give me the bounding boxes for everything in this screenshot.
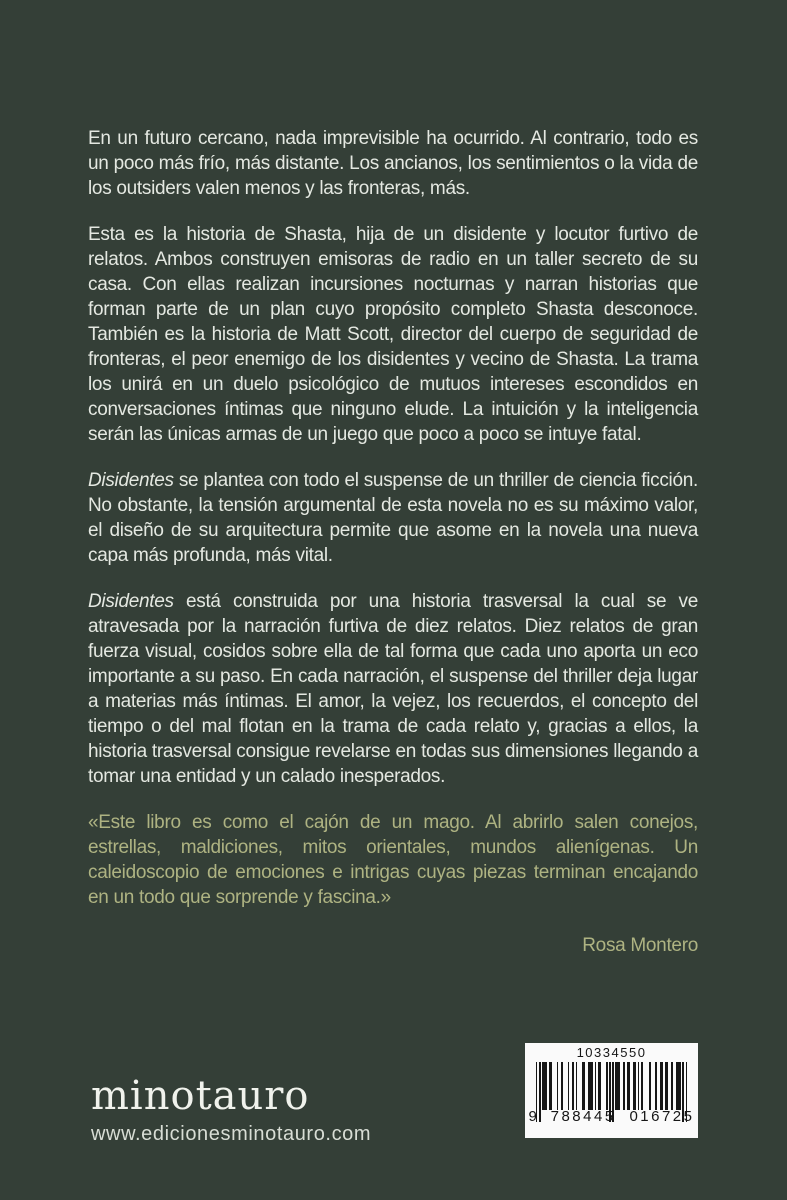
- synopsis-paragraph-3: [88, 468, 698, 568]
- isbn-group-right: 016725: [629, 1108, 695, 1125]
- review-quote: «Este libro es como el cajón de un mago. Al abrirlo salen conejos, estrellas, maldiciones, mitos orientales, mundos alienígenas. Un caleidoscopio de emociones e intrigas cuyas piezas terminan encajando en un todo que sorprende y fascina.»: [88, 812, 698, 908]
- synopsis-paragraph-1: En un futuro cercano, nada imprevisible ha ocurrido. Al contrario, todo es un poco más frío, más distante. Los ancianos, los sentimientos o la vida de los outsiders valen menos y las fronteras, más.: [88, 128, 698, 199]
- barcode-isbn-digits: [527, 1108, 697, 1126]
- barcode-top-number: 10334550: [576, 1045, 647, 1060]
- publisher-block: [91, 1073, 372, 1146]
- paragraph-3-text: se plantea con todo el suspense de un thriller de ciencia ficción. No obstante, la tensión argumental de esta novela no es su máximo valor, el diseño de su arquitectura permite que asome en la novela una nueva capa más profunda, más vital.: [88, 470, 698, 566]
- isbn-check-digit: 9: [528, 1108, 537, 1125]
- book-title-italic: Disidentes: [88, 591, 174, 612]
- synopsis-paragraph-2: Esta es la historia de Shasta, hija de un disidente y locutor furtivo de relatos. Ambos construyen emisoras de radio en un taller secreto de su casa. Con ellas realizan incursiones nocturnas y narran historias que forman parte de un plan cuyo propósito completo Shasta desconoce. También es la historia de Matt Scott, director del cuerpo de seguridad de fronteras, el peor enemigo de los disidentes y vecino de Shasta. La trama los unirá en un duelo psicológico de mutuos intereses escondidos en conversaciones íntimas que ninguno elude. La intuición y la inteligencia serán las únicas armas de un juego que poco a poco se intuye fatal.: [88, 224, 698, 445]
- publisher-logo: minotauro: [91, 1073, 310, 1119]
- barcode: [525, 1043, 698, 1138]
- isbn-group-left: 788445: [550, 1108, 616, 1125]
- synopsis-block: [88, 126, 698, 958]
- synopsis-paragraph-4: [88, 589, 698, 789]
- book-title-italic: Disidentes: [88, 470, 174, 491]
- review-quote-author: Rosa Montero: [582, 935, 698, 956]
- publisher-website: www.edicionesminotauro.com: [91, 1123, 372, 1145]
- paragraph-4-text: está construida por una historia trasversal la cual se ve atravesada por la narración furtiva de diez relatos. Diez relatos de gran fuerza visual, cosidos sobre ella de tal forma que cada uno aporta un eco importante a su paso. En cada narración, el suspense del thriller deja lugar a materias más íntimas. El amor, la vejez, los recuerdos, el concepto del tiempo o del mal flotan en la trama de cada relato y, gracias a ellos, la historia trasversal consigue revelarse en todas sus dimensiones llegando a tomar una entidad y un calado inesperados.: [88, 591, 698, 787]
